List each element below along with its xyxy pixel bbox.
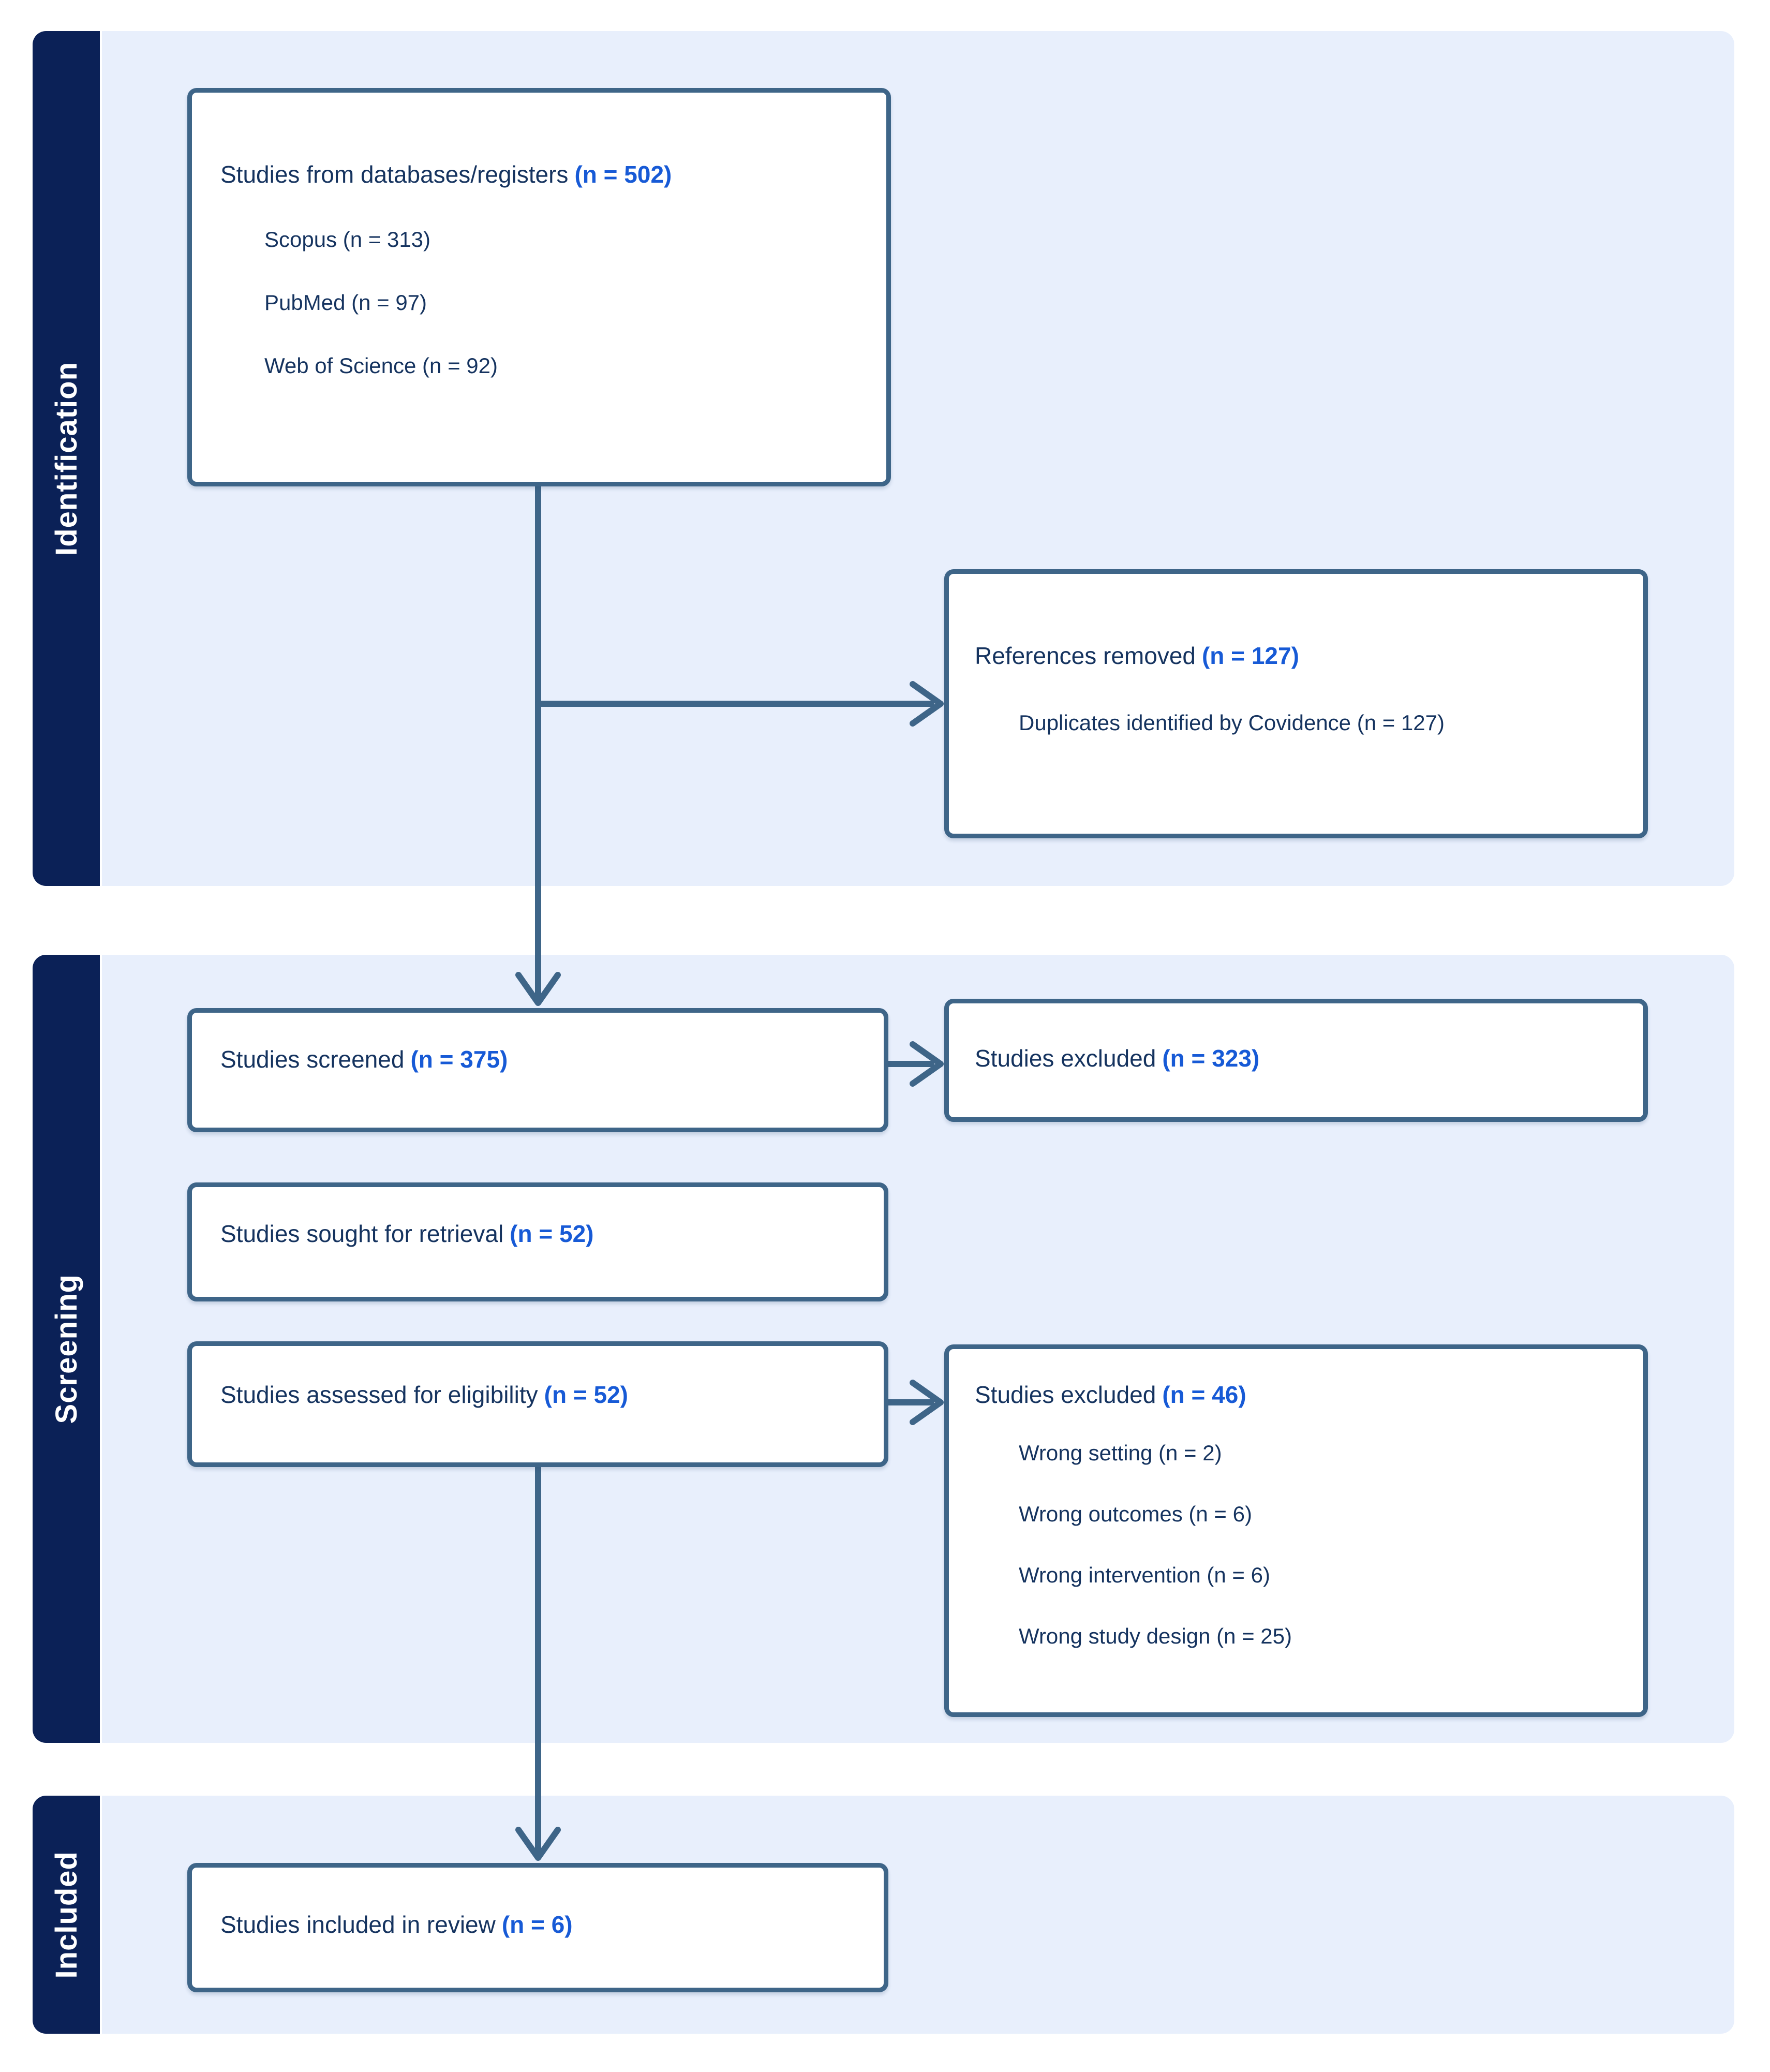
- excluded-eligibility-count: (n = 46): [1162, 1381, 1246, 1408]
- list-item: PubMed (n = 97): [264, 290, 427, 315]
- databases-box: [187, 88, 891, 486]
- databases-count: (n = 502): [574, 161, 672, 188]
- sought-count: (n = 52): [510, 1220, 594, 1247]
- screened-count: (n = 375): [410, 1046, 508, 1073]
- list-item: Wrong intervention (n = 6): [1019, 1563, 1270, 1587]
- included-review-title-text: Studies included in review: [220, 1911, 496, 1938]
- references-removed-box-title: [975, 640, 1623, 671]
- included-review-count: (n = 6): [501, 1911, 573, 1938]
- included-review-box: [187, 1863, 888, 1992]
- list-item: Wrong outcomes (n = 6): [1019, 1502, 1252, 1526]
- sought-box-title: [220, 1218, 863, 1249]
- excluded-eligibility-title-text: Studies excluded: [975, 1381, 1156, 1408]
- excluded-eligibility-box: [944, 1344, 1648, 1717]
- screened-box-title: [220, 1044, 863, 1075]
- assessed-count: (n = 52): [544, 1381, 628, 1408]
- screening-sidebar: [33, 955, 100, 1743]
- assessed-box: [187, 1341, 888, 1467]
- identification-sidebar: [33, 31, 100, 886]
- references-removed-box: [944, 569, 1648, 838]
- list-item: Web of Science (n = 92): [264, 353, 498, 378]
- list-item: Scopus (n = 313): [264, 227, 431, 251]
- included-sidebar: [33, 1796, 100, 2034]
- list-item: Duplicates identified by Covidence (n = 127): [1019, 711, 1445, 735]
- screened-box: [187, 1008, 888, 1132]
- references-removed-item-list: [1019, 708, 1623, 737]
- list-item: Wrong setting (n = 2): [1019, 1441, 1222, 1465]
- sought-box: [187, 1182, 888, 1301]
- included-review-box-title: [220, 1909, 863, 1940]
- assessed-title-text: Studies assessed for eligibility: [220, 1381, 538, 1408]
- identification-label: Identification: [49, 361, 83, 556]
- excluded-eligibility-box-title: [975, 1379, 1623, 1410]
- excluded-screening-count: (n = 323): [1162, 1045, 1260, 1072]
- databases-title-text: Studies from databases/registers: [220, 161, 569, 188]
- sought-title-text: Studies sought for retrieval: [220, 1220, 504, 1247]
- assessed-box-title: [220, 1379, 863, 1410]
- references-removed-count: (n = 127): [1201, 642, 1299, 669]
- screened-title-text: Studies screened: [220, 1046, 405, 1073]
- included-label: Included: [49, 1851, 83, 1979]
- references-removed-title-text: References removed: [975, 642, 1196, 669]
- excluded-screening-title-text: Studies excluded: [975, 1045, 1156, 1072]
- list-item: Wrong study design (n = 25): [1019, 1624, 1292, 1648]
- databases-box-title: [220, 159, 866, 190]
- excluded-eligibility-item-list: [1019, 1439, 1623, 1651]
- databases-item-list: [264, 225, 866, 380]
- excluded-screening-box-title: [975, 1043, 1623, 1074]
- screening-label: Screening: [49, 1274, 83, 1424]
- excluded-screening-box: [944, 999, 1648, 1122]
